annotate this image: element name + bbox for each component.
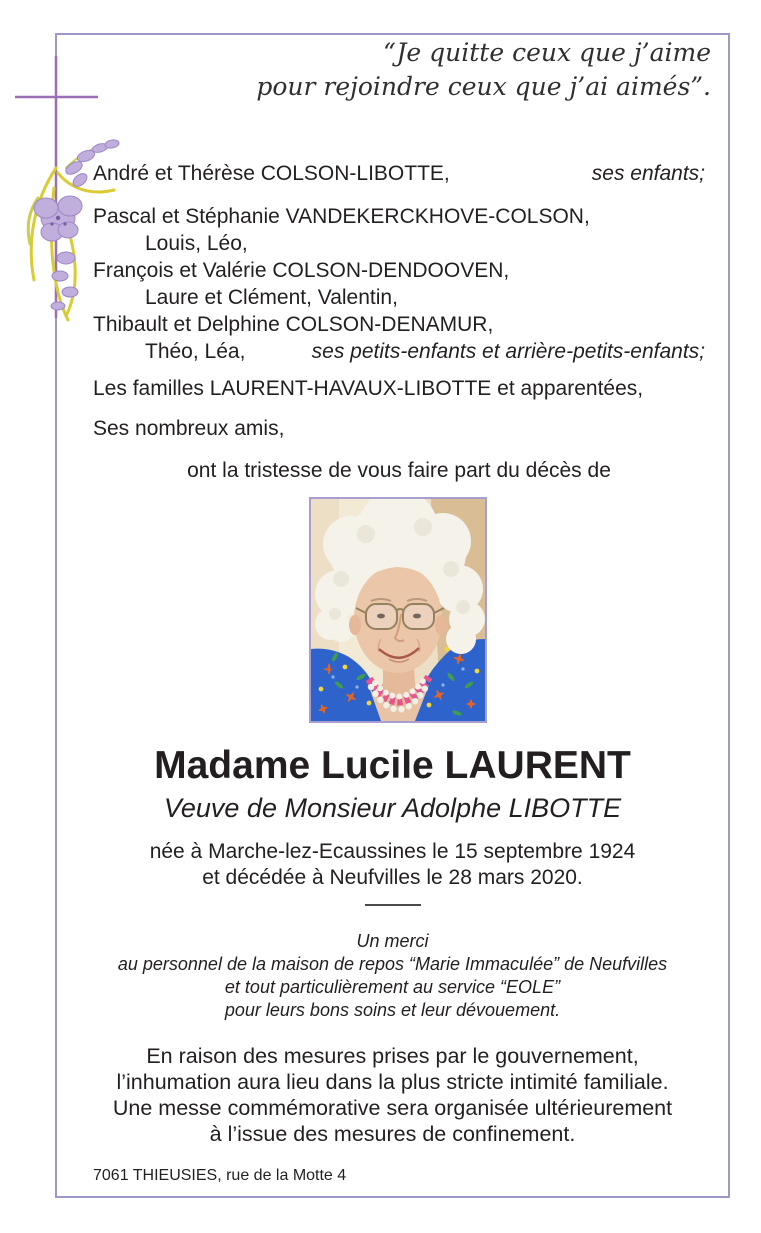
children-label: ses enfants; [591,162,705,185]
epitaph-quote [256,36,711,104]
grandchild-line: Pascal et Stéphanie VANDEKERCKHOVE-COLSON, [93,205,590,228]
great-grandchildren-line: Louis, Léo, [145,232,248,255]
notice-line: à l’issue des mesures de confinement. [209,1122,576,1146]
grandchildren-label: ses petits-enfants et arrière-petits-enfants; [311,340,705,363]
notice-line: l’inhumation aura lieu dans la plus stricte intimité familiale. [116,1070,669,1094]
children-row [93,160,705,187]
friends-line: Ses nombreux amis, [93,417,285,440]
portrait-photo [309,497,487,723]
deceased-section [55,744,730,1147]
deceased-relation: Veuve de Monsieur Adolphe LIBOTTE [163,793,622,823]
notice-line: En raison des mesures prises par le gouvernement, [146,1044,639,1068]
great-grandchildren-names: Théo, Léa, [145,340,246,363]
deceased-name: Madame Lucile LAURENT [154,744,631,787]
cross-icon [8,48,133,348]
death-line: et décédée à Neufvilles le 28 mars 2020. [202,866,583,889]
thanks-paragraph [55,930,730,1022]
portrait-of-deceased [311,499,485,721]
grandchild-line: François et Valérie COLSON-DENDOOVEN, [93,259,510,282]
family-list [93,160,705,484]
children-names: André et Thérèse COLSON-LIBOTTE, [93,162,450,185]
great-grandchildren-line: Laure et Clément, Valentin, [145,286,398,309]
grandchild-line: Thibault et Delphine COLSON-DENAMUR, [93,313,494,336]
birth-death-dates [55,839,730,891]
epitaph-quote-line2: pour rejoindre ceux que j’ai aimés”. [256,72,711,101]
grandchildren-last-row [93,338,705,365]
related-families-line: Les familles LAURENT-HAVAUX-LIBOTTE et apparentées, [93,377,644,400]
notice-line: Une messe commémorative sera organisée ultérieurement [112,1096,673,1120]
announcement-line: ont la tristesse de vous faire part du décès de [187,459,611,482]
divider-rule [365,904,421,906]
thanks-line: et tout particulièrement au service “EOLE” [224,977,561,997]
family-address: 7061 THIEUSIES, rue de la Motte 4 [93,1167,347,1184]
funeral-notice-paragraph [55,1043,730,1147]
birth-line: née à Marche-lez-Ecaussines le 15 septembre 1924 [149,840,636,863]
thanks-line: Un merci [356,931,429,951]
epitaph-quote-line1: “Je quitte ceux que j’aime [383,38,711,67]
thanks-line: au personnel de la maison de repos “Marie Immaculée” de Neufvilles [117,954,668,974]
thanks-line: pour leurs bons soins et leur dévouement. [224,1000,561,1020]
